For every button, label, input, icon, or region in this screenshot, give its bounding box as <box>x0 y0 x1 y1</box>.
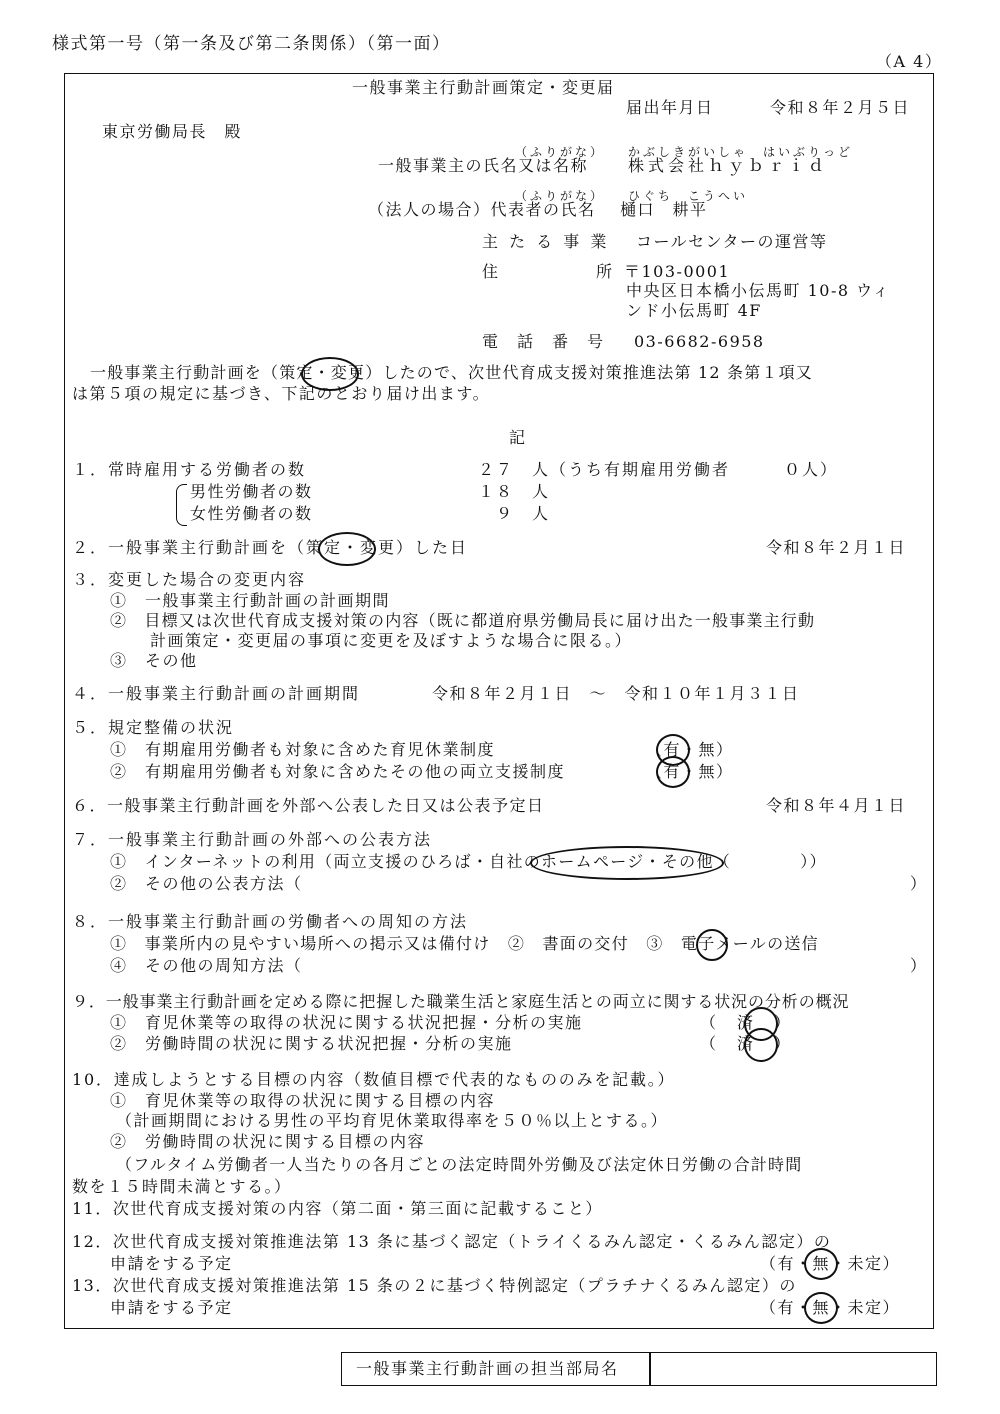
item-9-2-selection-circle <box>744 1028 778 1062</box>
department-label: 一般事業主行動計画の担当部局名 <box>356 1359 619 1378</box>
representative-value: 樋口 耕平 <box>620 200 708 219</box>
business-label: 主 た る 事 業 <box>482 232 610 251</box>
item-8-option-4-end: ） <box>910 956 928 975</box>
item-3-option-2b: 計画策定・変更届の事項に変更を及ぼすような場合に限る。） <box>150 631 633 650</box>
item-12-line-1: 12．次世代育成支援対策推進法第 13 条に基づく認定（トライくるみん認定・くるみん認定）の <box>72 1232 832 1251</box>
item-7-selection-circle <box>530 846 724 880</box>
item-2-label: ２．一般事業主行動計画を（策定・変更）した日 <box>72 538 469 557</box>
item-9-label: ９．一般事業主行動計画を定める際に把握した職業生活と家庭生活との両立に関する状況の分析の概況 <box>72 992 850 1011</box>
item-8-options: ① 事業所内の見やすい場所への掲示又は備付け ② 書面の交付 ③ 電子メールの送信 <box>110 934 819 953</box>
intro-line-1: 一般事業主行動計画を（策定・変更）したので、次世代育成支援対策推進法第 12 条第１項又 <box>90 363 814 382</box>
intro-line-2: は第５項の規定に基づき、下記のとおり届け出ます。 <box>72 384 491 403</box>
item-13-selection-circle <box>804 1292 838 1324</box>
item-1-female-value: ９ 人 <box>496 504 551 523</box>
item-1-male-value: １８ 人 <box>478 482 551 501</box>
name-kana-value: かぶしきがいしゃ はいぶりっど <box>628 145 854 159</box>
item-10-option-2-detail-b: 数を１５時間未満とする。） <box>72 1177 292 1196</box>
name-kana-label: （ふりがな） <box>515 145 606 159</box>
intro-selection-circle <box>301 357 359 391</box>
item-11-label: 11．次世代育成支援対策の内容（第二面・第三面に記載すること） <box>72 1199 603 1218</box>
item-5-option-1-choice: （有・無） <box>646 740 734 759</box>
item-3-option-2a: ② 目標又は次世代育成支援対策の内容（既に都道府県労働局長に届け出た一般事業主行動 <box>110 611 816 630</box>
item-10-option-1: ① 育児休業等の取得の状況に関する目標の内容 <box>110 1091 496 1110</box>
item-7-label: ７．一般事業主行動計画の外部への公表方法 <box>72 830 433 849</box>
business-value: コールセンターの運営等 <box>636 232 828 251</box>
phone-label: 電 話 番 号 <box>482 332 605 351</box>
department-box <box>341 1352 937 1386</box>
item-6-value: 令和８年４月１日 <box>766 796 907 815</box>
item-7-option-2: ② その他の公表方法（ <box>110 874 303 893</box>
postal-code: 〒103-0001 <box>624 262 731 281</box>
item-9-option-1: ① 育児休業等の取得の状況に関する状況把握・分析の実施 <box>110 1013 583 1032</box>
form-number: 様式第一号（第一条及び第二条関係）（第一面） <box>52 34 451 54</box>
item-10-option-1-detail: （計画期間における男性の平均育児休業取得率を５０％以上とする。） <box>116 1111 669 1130</box>
item-12-selection-circle <box>804 1248 838 1280</box>
item-5-option-1: ① 有期雇用労働者も対象に含めた育児休業制度 <box>110 740 496 759</box>
item-3-option-1: ① 一般事業主行動計画の計画期間 <box>110 591 391 610</box>
item-3-label: ３．変更した場合の変更内容 <box>72 570 307 589</box>
item-1-total: ２７ 人（うち有期雇用労働者 ０人） <box>478 460 839 479</box>
item-7-option-2-end: ） <box>910 874 928 893</box>
employer-name-label: 一般事業主の氏名又は名称 <box>378 156 589 175</box>
item-13-choice: （有・無・未定） <box>760 1298 901 1317</box>
item-5-2-selection-circle <box>656 756 690 788</box>
item-12-line-2: 申請をする予定 <box>110 1254 233 1273</box>
item-1-male-label: 男性労働者の数 <box>190 482 313 501</box>
item-1-label: １．常時雇用する労働者の数 <box>72 460 307 479</box>
item-8-option-4: ④ その他の周知方法（ <box>110 956 303 975</box>
item-4-label: ４．一般事業主行動計画の計画期間 <box>72 684 361 703</box>
item-3-option-3: ③ その他 <box>110 651 198 670</box>
item-9-option-2-choice: （ 済 ） <box>700 1034 793 1053</box>
rep-kana-label: （ふりがな） <box>515 189 606 203</box>
item-9-option-1-choice: （ 済 ） <box>700 1013 793 1032</box>
item-7-option-1: ① インターネットの利用（両立支援のひろば・自社のホームページ・その他（ ）） <box>110 852 827 871</box>
paper-size: （A 4） <box>876 52 943 71</box>
address-label-2: 所 <box>596 262 614 281</box>
item-9-option-2: ② 労働時間の状況に関する状況把握・分析の実施 <box>110 1034 513 1053</box>
item-2-selection-circle <box>318 532 376 566</box>
item-6-label: ６．一般事業主行動計画を外部へ公表した日又は公表予定日 <box>72 796 545 815</box>
item-2-value: 令和８年２月１日 <box>766 538 907 557</box>
phone-value: 03-6682-6958 <box>634 332 765 351</box>
date-value: 令和８年２月５日 <box>770 98 911 117</box>
address-label-1: 住 <box>482 262 500 281</box>
item-1-brace <box>176 484 187 526</box>
rep-kana-value: ひぐち こうへい <box>628 189 749 203</box>
item-1-female-label: 女性労働者の数 <box>190 504 313 523</box>
ki-heading: 記 <box>509 428 527 447</box>
item-4-value: 令和８年２月１日 ～ 令和１０年１月３１日 <box>432 684 800 703</box>
address-line-1: 中央区日本橋小伝馬町 10-8 ウィ <box>626 281 891 300</box>
item-5-label: ５．規定整備の状況 <box>72 718 235 737</box>
item-10-label: 10．達成しようとする目標の内容（数値目標で代表的なもののみを記載。） <box>72 1070 676 1089</box>
item-12-choice: （有・無・未定） <box>760 1254 901 1273</box>
item-10-option-2: ② 労働時間の状況に関する目標の内容 <box>110 1132 426 1151</box>
item-5-option-2: ② 有期雇用労働者も対象に含めたその他の両立支援制度 <box>110 762 566 781</box>
item-13-line-1: 13．次世代育成支援対策推進法第 15 条の２に基づく特例認定（プラチナくるみん認定）の <box>72 1276 797 1295</box>
addressee: 東京労働局長 殿 <box>102 122 243 141</box>
representative-label: （法人の場合）代表者の氏名 <box>368 200 596 219</box>
address-line-2: ンド小伝馬町 4F <box>626 301 762 320</box>
date-label: 届出年月日 <box>626 98 714 117</box>
item-8-label: ８．一般事業主行動計画の労働者への周知の方法 <box>72 912 469 931</box>
document-title: 一般事業主行動計画策定・変更届 <box>352 78 615 97</box>
item-13-line-2: 申請をする予定 <box>110 1298 233 1317</box>
item-5-option-2-choice: （有・無） <box>646 762 734 781</box>
department-divider <box>649 1353 651 1385</box>
item-10-option-2-detail-a: （フルタイム労働者一人当たりの各月ごとの法定時間外労働及び法定休日労働の合計時間 <box>116 1155 803 1174</box>
employer-name-value: 株式会社ｈｙｂｒｉｄ <box>628 156 829 175</box>
item-8-selection-circle <box>696 929 728 961</box>
